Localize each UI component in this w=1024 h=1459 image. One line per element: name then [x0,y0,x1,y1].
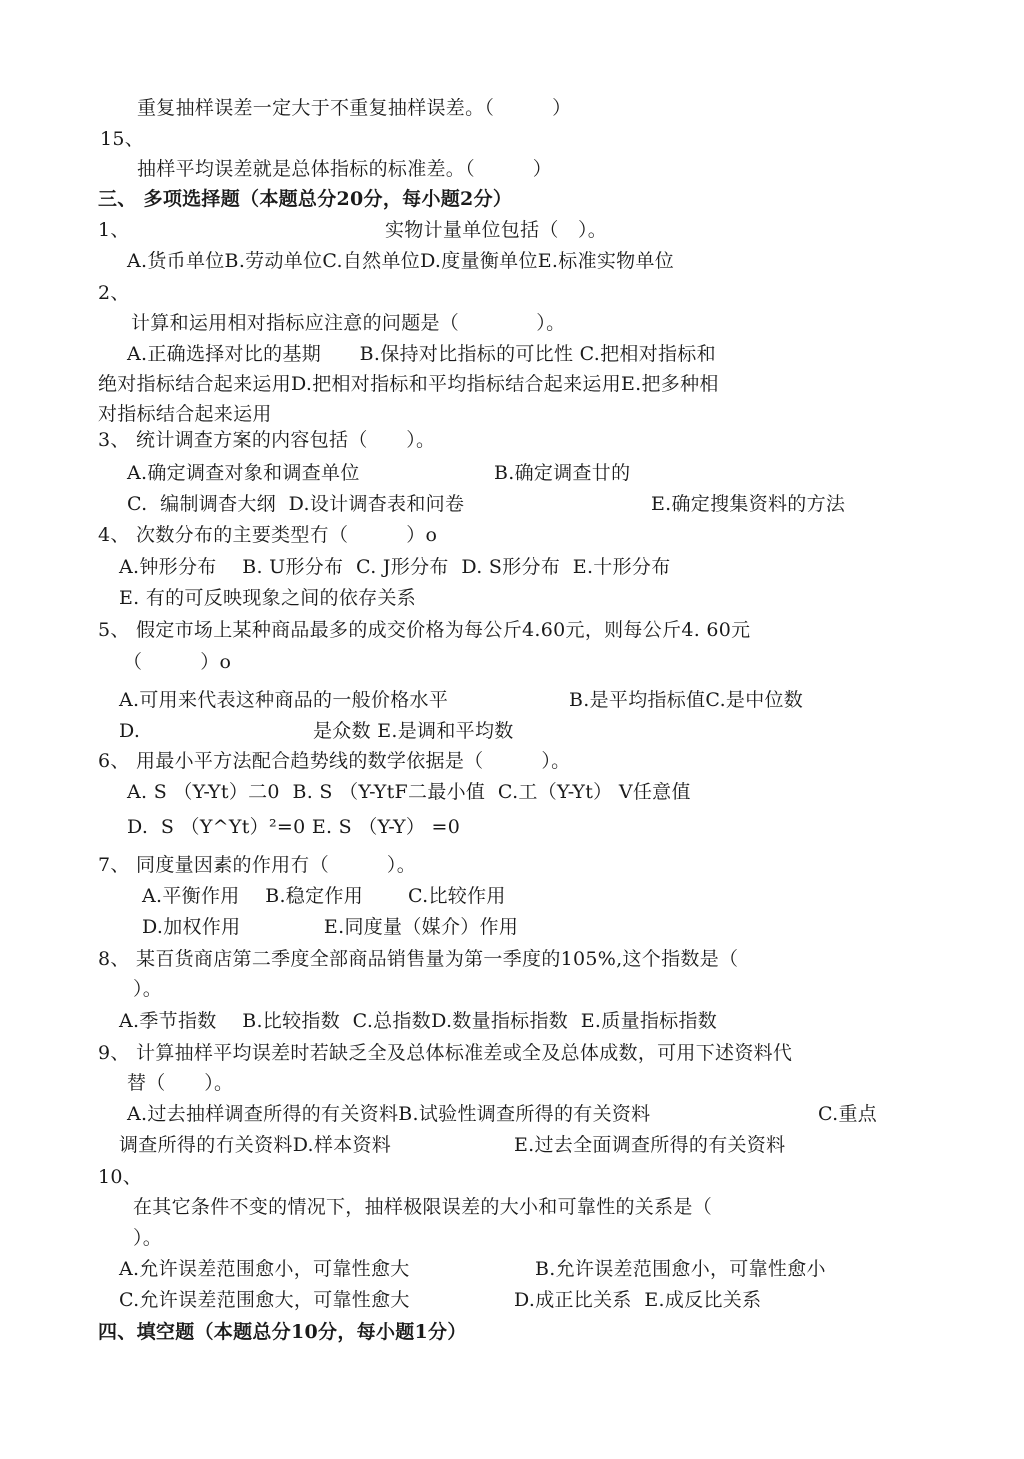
mc3-stem: 3、 统计调查方案的内容包括（ ）。 [98,429,436,451]
mc5-stem: 5、 假定市场上某种商品最多的成交价格为每公斤4.60元，则每公斤4. 60元 [98,619,751,641]
mc2-options-line2: 绝对指标结合起来运用D.把相对指标和平均指标结合起来运用E.把多种相 [98,373,719,395]
mc10-options-de: D.成正比关系 E.成反比关系 [514,1289,762,1311]
mc3-option-a: A.确定调查对象和调查单位 [127,462,360,484]
q15-number: 15、 [100,128,145,150]
mc7-stem: 7、 同度量因素的作用冇（ ）。 [98,854,417,876]
mc9-option-e: E.过去全面调查所得的有关资料 [514,1134,786,1156]
section-3-heading: 三、 多项选择题（本题总分20分，每小题2分） [98,188,513,210]
mc8-stem-cont: ）。 [133,978,163,1000]
mc5-blank: （ ）o [123,651,232,673]
mc6-options-line2: D. S （Y^Yt）²=0 E. S （Y-Y） =0 [127,816,461,838]
mc1-options: A.货币单位B.劳动单位C.自然单位D.度量衡单位E.标准实物单位 [127,250,675,272]
mc9-option-c: C.重点 [818,1103,878,1125]
mc8-stem: 8、 某百货商店第二季度全部商品销售量为第一季度的105%,这个指数是（ [98,948,739,970]
mc5-option-d-label: D. [119,720,141,742]
mc10-number: 10、 [98,1166,143,1188]
section-4-heading: 四、填空题（本题总分10分，每小题1分） [98,1321,467,1343]
mc10-stem-cont: ）。 [133,1227,163,1249]
mc1-number: 1、 [98,219,130,241]
mc2-number: 2、 [98,282,130,304]
mc7-options-line1: A.平衡作用 B.稳定作用 C.比较作用 [142,885,506,907]
mc6-stem: 6、 用最小平方法配合趋势线的数学依据是（ ）。 [98,750,571,772]
mc7-options-line2: D.加权作用 E.同度量（媒介）作用 [142,916,519,938]
mc3-option-b: B.确定调查廿的 [494,462,631,484]
mc4-options: A.钟形分布 B. U形分布 C. J形分布 D. S形分布 E.十形分布 [119,556,671,578]
mc5-options-de: 是众数 E.是调和平均数 [313,720,514,742]
mc9-stem: 9、 计算抽样平均误差时若缺乏全及总体标准差或全及总体成数，可用下述资料代 [98,1042,793,1064]
mc9-options-ab: A.过去抽样调查所得的有关资料B.试验性调查所得的有关资料 [127,1103,651,1125]
mc2-stem: 计算和运用相对指标应注意的问题是（ ）。 [131,312,566,334]
mc5-options-bc: B.是平均指标值C.是中位数 [569,689,804,711]
mc2-options-line3: 对指标结合起来运用 [98,403,272,425]
mc10-option-b: B.允许误差范围愈小，可靠性愈小 [535,1258,826,1280]
mc3-option-e: E.确定搜集资料的方法 [651,493,846,515]
mc6-options-line1: A. S （Y-Yt）二0 B. S （Y-YtF二最小值 C.工（Y-Yt） V任意值 [127,781,691,803]
mc2-options-line1: A.正确选择对比的基期 B.保持对比指标的可比性 C.把相对指标和 [127,343,716,365]
q15-statement: 抽样平均误差就是总体指标的标准差。（ ） [137,158,553,180]
mc9-stem-cont: 替（ ）。 [127,1072,234,1094]
q14-statement: 重复抽样误差一定大于不重复抽样误差。（ ） [137,97,572,119]
mc9-options-cd: 调查所得的冇关资料D.样本资料 [119,1134,392,1156]
mc1-stem: 实物计量单位包括（ ）。 [385,219,608,241]
mc4-stem: 4、 次数分布的主要类型冇（ ）o [98,524,438,546]
mc10-stem: 在其它条件不变的情况下，抽样极限误差的大小和可靠性的关系是（ [133,1196,713,1218]
mc10-option-c: C.允许误差范围愈大，可靠性愈大 [119,1289,410,1311]
mc3-options-cd: C. 编制调杳大纲 D.设计调杳表和问卷 [127,493,465,515]
mc4-extra-option: E. 有的可反映现象之间的依存关系 [119,587,417,609]
mc8-options: A.季节指数 B.比较指数 C.总指数D.数量指标指数 E.质量指标指数 [119,1010,718,1032]
mc10-option-a: A.允许误差范围愈小，可靠性愈大 [119,1258,410,1280]
mc5-option-a: A.可用来代表这种商品的一般价格水平 [119,689,449,711]
